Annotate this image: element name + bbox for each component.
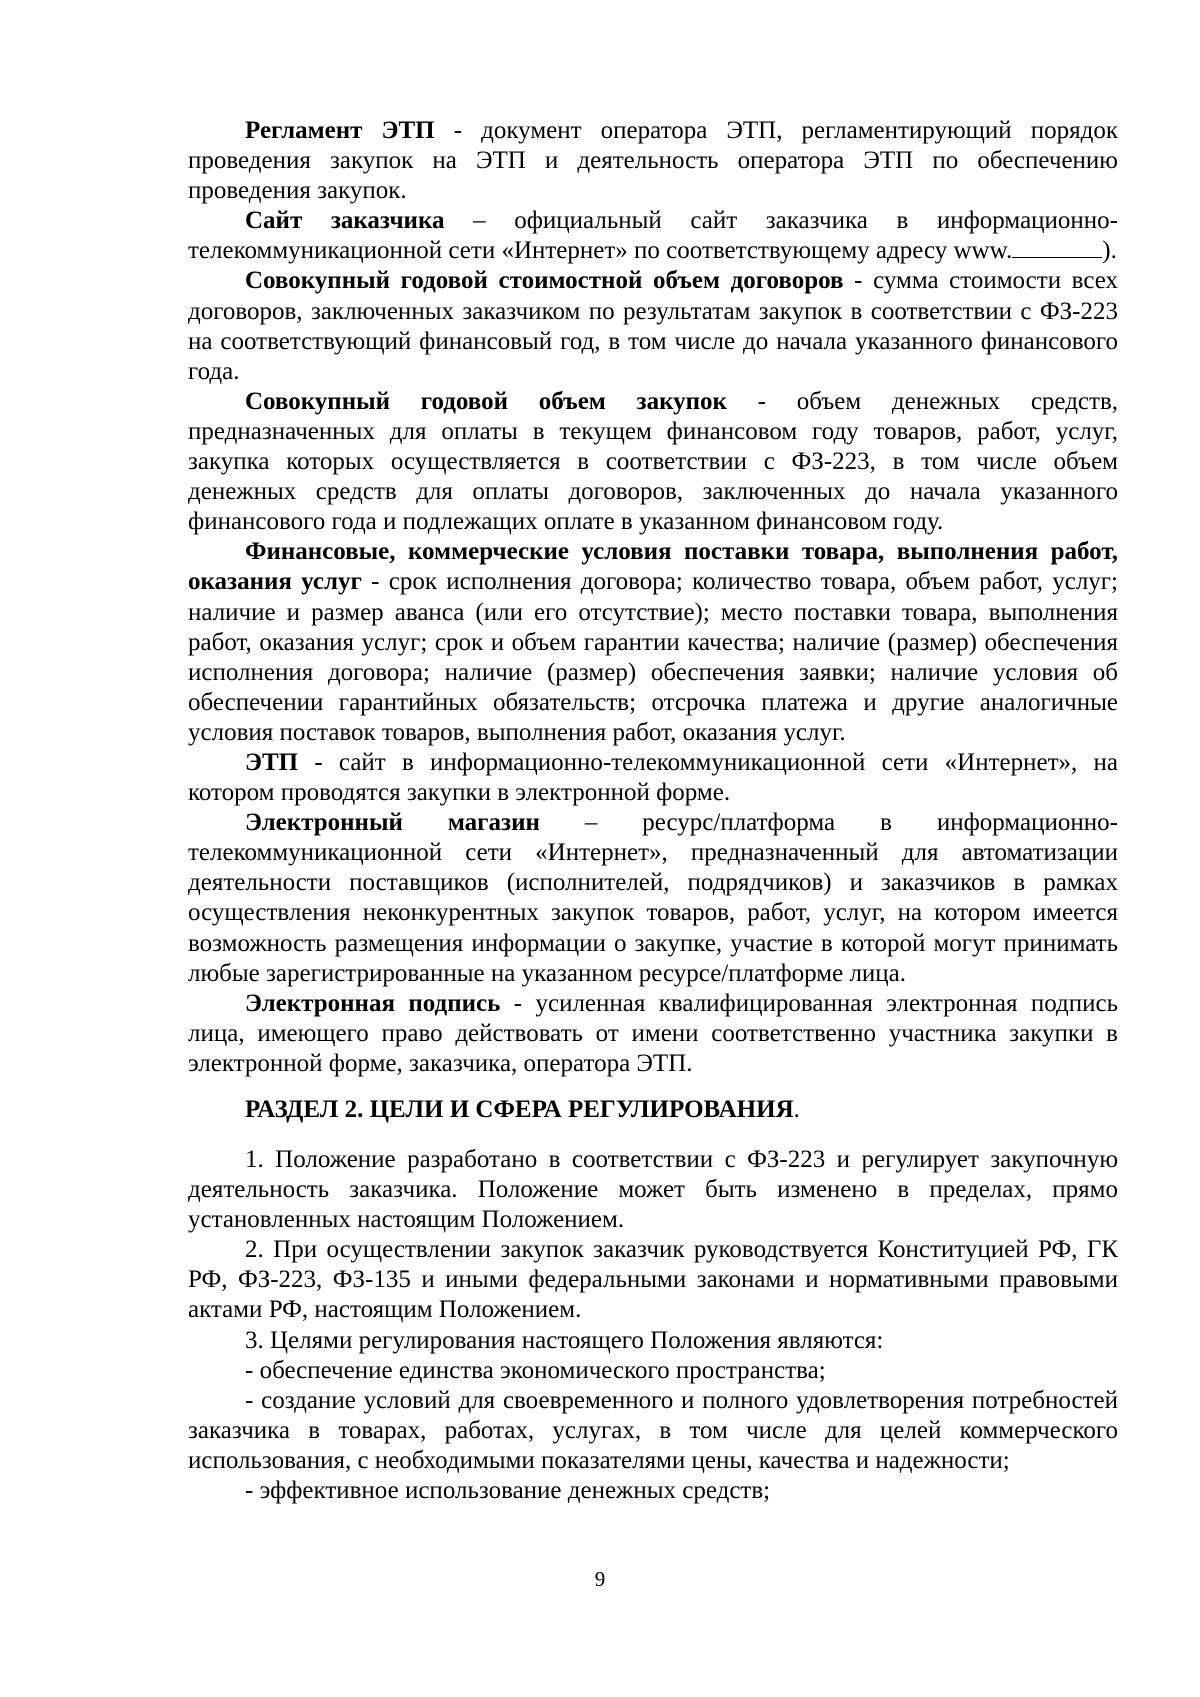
definition-text: срок исполнения договора; количество товара, объем работ, услуг; наличие и размер аванса (или его отсутствие); место поставки товара, выполнения работ, оказания услуг; срок и объем гарантии качества; наличие (размер) обеспечения исполнения договора; наличие (размер) обеспечения заявки; наличие условия об обеспечении гарантийных обязательств; отсрочка платежа и другие аналогичные условия поставок товаров, выполнения работ, оказания услуг. (188, 568, 1119, 746)
definition-paragraph: Сайт заказчика – официальный сайт заказчика в информационно-телекоммуникационной сети «Интернет» по соответствующему адресу www. ). (188, 207, 1119, 265)
definition-term: Сайт заказчика (245, 207, 445, 235)
definition-term: Совокупный годовой объем закупок (245, 387, 727, 415)
definition-term: Регламент ЭТП (245, 117, 435, 144)
section-paragraph: 1. Положение разработано в соответствии с ФЗ-223 и регулирует закупочную деятельность заказчика. Положение может быть изменено в пределах, прямо установленных настоящим Положением. (188, 1146, 1118, 1234)
definition-paragraph: Совокупный годовой объем закупок - объем денежных средств, предназначенных для оплаты в текущем финансовом году товаров, работ, услуг, закупка которых осуществляется в соответствии с ФЗ-223, в том числе объем денежных средств для оплаты договоров, заключенных до начала указанного финансового года и подлежащих оплате в указанном финансовом году. (188, 387, 1118, 536)
definition-paragraph: Финансовые, коммерческие условия поставки товара, выполнения работ, оказания услуг - срок исполнения договора; количество товара, объем работ, услуг; наличие и размер аванса (или его отсутствие); место поставки товара, выполнения работ, оказания услуг; срок и объем гарантии качества; наличие (размер) обеспечения исполнения договора; наличие (размер) обеспечения заявки; наличие условия об обеспечении гарантийных обязательств; отсрочка платежа и другие аналогичные условия поставок товаров, выполнения работ, оказания услуг. (188, 538, 1119, 746)
definition-text: сумма стоимости всех договоров, заключенных заказчиком по результатам закупок в соответствии с ФЗ-223 на соответствующий финансовый год, в том числе до начала указанного финансового года. (188, 267, 1119, 385)
section-paragraph: 3. Целями регулирования настоящего Положения являются: (245, 1326, 884, 1354)
section-paragraph: 2. При осуществлении закупок заказчик руководствуется Конституцией РФ, ГК РФ, ФЗ-223, ФЗ-135 и иными федеральными законами и нормативными правовыми актами РФ, настоящим Положением. (188, 1236, 1118, 1324)
definition-text: документ оператора ЭТП, регламентирующий порядок проведения закупок на ЭТП и деятельность оператора ЭТП по обеспечению проведения закупок. (188, 117, 1119, 205)
definition-term: Электронный магазин (245, 809, 540, 837)
section-heading: РАЗДЕЛ 2. ЦЕЛИ И СФЕРА РЕГУЛИРОВАНИЯ. (245, 1096, 800, 1123)
page-number: 9 (594, 1567, 606, 1591)
definition-text: сайт в информационно-телекоммуникационной сети «Интернет», на котором проводятся закупки в электронной форме. (188, 748, 1118, 807)
list-item: - обеспечение единства экономического пространства; (245, 1356, 826, 1384)
list-item: - эффективное использование денежных средств; (245, 1477, 771, 1505)
definition-paragraph: Электронная подпись - усиленная квалифицированная электронная подпись лица, имеющего право действовать от имени соответственно участника закупки в электронной форме, заказчика, оператора ЭТП. (188, 989, 1118, 1077)
definition-term: Финансовые, коммерческие условия поставки товара, выполнения работ, оказания услуг (188, 538, 1118, 596)
fill-in-blank (1012, 237, 1102, 258)
definition-term: ЭТП (245, 748, 299, 776)
definition-paragraph: Электронный магазин – ресурс/платформа в информационно-телекоммуникационной сети «Интернет», предназначенный для автоматизации деятельности поставщиков (исполнителей, подрядчиков) и заказчиков в рамках осуществления неконкурентных закупок товаров, работ, услуг, на котором имеется возможность размещения информации о закупке, участие в которой могут принимать любые зарегистрированные на указанном ресурсе/платформе лица. (188, 809, 1118, 987)
definition-paragraph: ЭТП - сайт в информационно-телекоммуникационной сети «Интернет», на котором проводятся закупки в электронной форме. (188, 748, 1118, 807)
document-page (188, 116, 1118, 1506)
definition-text: ресурс/платформа в информационно-телекоммуникационной сети «Интернет», предназначенный для автоматизации деятельности поставщиков (исполнителей, подрядчиков) и заказчиков в рамках осуществления неконкурентных закупок товаров, работ, услуг, на котором имеется возможность размещения информации о закупке, участие в которой могут принимать любые зарегистрированные на указанном ресурсе/платформе лица. (188, 809, 1118, 987)
definition-text: объем денежных средств, предназначенных для оплаты в текущем финансовом году товаров, работ, услуг, закупка которых осуществляется в соответствии с ФЗ-223, в том числе объем денежных средств для оплаты договоров, заключенных до начала указанного финансового года и подлежащих оплате в указанном финансовом году. (188, 387, 1118, 536)
definition-text: усиленная квалифицированная электронная подпись лица, имеющего право действовать от имени соответственно участника закупки в электронной форме, заказчика, оператора ЭТП. (188, 989, 1118, 1077)
definition-paragraph: Совокупный годовой стоимостной объем договоров - сумма стоимости всех договоров, заключенных заказчиком по результатам закупок в соответствии с ФЗ-223 на соответствующий финансовый год, в том числе до начала указанного финансового года. (188, 267, 1119, 385)
definition-term: Электронная подпись (245, 989, 501, 1017)
definition-text: официальный сайт заказчика в информационно-телекоммуникационной сети «Интернет» по соответствующему адресу www. (188, 207, 1119, 265)
list-item: - создание условий для своевременного и полного удовлетворения потребностей заказчика в товарах, работах, услугах, в том числе для целей коммерческого использования, с необходимыми показателями цены, качества и надежности; (188, 1386, 1118, 1474)
definition-paragraph: Регламент ЭТП - документ оператора ЭТП, регламентирующий порядок проведения закупок на ЭТП и деятельность оператора ЭТП по обеспечению проведения закупок. (188, 117, 1119, 205)
definition-term: Совокупный годовой стоимостной объем договоров (245, 267, 844, 295)
